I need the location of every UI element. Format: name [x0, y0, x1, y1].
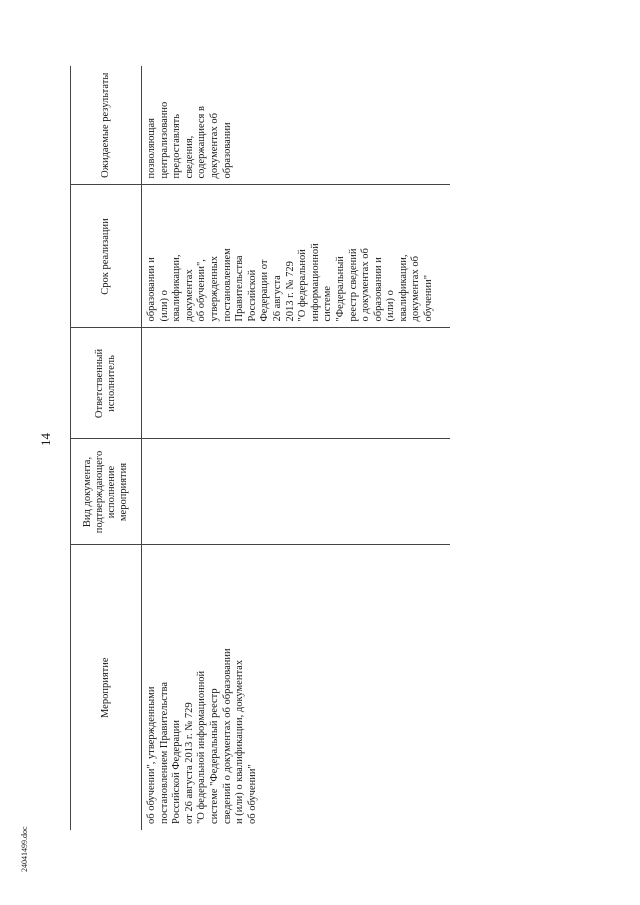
page-number: 14 — [38, 433, 53, 446]
header-event: Мероприятие — [71, 545, 142, 830]
rotated-table-page — [70, 66, 470, 830]
table-header-row — [71, 66, 142, 830]
header-results: Ожидаемые результаты — [71, 66, 142, 185]
table-row — [142, 66, 451, 830]
header-executor: Ответственный исполнитель — [71, 328, 142, 439]
cell-deadline: образовании и (или) о квалификации, документах об обучении", утвержденных постановлением Правительства Российской Федерации от 26 августа 2013 г. № 729 "О федеральной информационной системе "Федеральный реестр сведений о документах об образовании и (или) о квалификации, документах об обучении" — [142, 185, 451, 328]
footer-filename: 24041499.doc — [20, 826, 29, 872]
cell-document-type — [142, 439, 451, 545]
cell-event: об обучении", утвержденными постановлением Правительства Российской Федерации от 26 августа 2013 г. № 729 "О федеральной информационной системе "Федеральный реестр сведений о документах об образовании и (или) о квалификации, документах об обучении" — [146, 648, 258, 824]
header-deadline: Срок реализации — [71, 185, 142, 328]
header-document-type: Вид документа, подтверждающего исполнение мероприятия — [71, 439, 142, 545]
cell-executor — [142, 328, 451, 439]
cell-results: позволяющая централизованно предоставлять сведения, содержащиеся в документах об образовании — [142, 66, 451, 185]
measures-table — [70, 66, 450, 830]
